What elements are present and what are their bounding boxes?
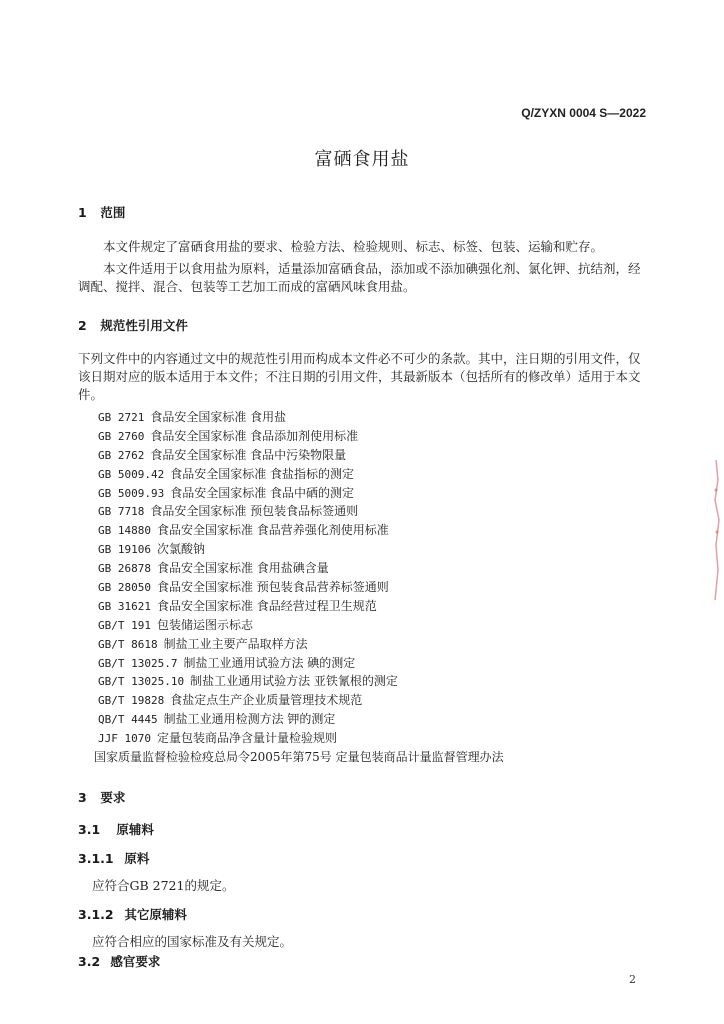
section-number: 3.1 (78, 822, 101, 837)
red-stamp-edge (706, 460, 720, 600)
reference-item: JJF 1070 定量包装商品净含量计量检验规则 (98, 731, 337, 746)
reference-item: GB 7718 食品安全国家标准 预包装食品标签通则 (98, 504, 359, 519)
section-number: 3.1.1 (78, 851, 114, 866)
scope-paragraph-2: 本文件适用于以食用盐为原料，适量添加富硒食品，添加或不添加碘强化剂、氯化钾、抗结剂，经调配、搅拌、混合、包装等工艺加工而成的富硒风味食用盐。 (78, 261, 641, 294)
reference-item: GB/T 13025.10 制盐工业通用试验方法 亚铁氰根的测定 (98, 674, 398, 689)
section-3-1-heading (78, 820, 154, 838)
section-title: 感官要求 (110, 954, 161, 969)
section-3-heading (78, 788, 125, 806)
section-3-1-2-heading (78, 905, 187, 923)
reference-item: GB 14880 食品安全国家标准 食品营养强化剂使用标准 (98, 523, 389, 538)
reference-item: GB/T 8618 制盐工业主要产品取样方法 (98, 636, 308, 651)
reference-item: GB 19106 次氯酸钠 (98, 542, 205, 557)
reference-item: GB/T 19828 食盐定点生产企业质量管理技术规范 (98, 693, 363, 708)
reference-item: GB 28050 食品安全国家标准 预包装食品营养标签通则 (98, 580, 389, 595)
reference-item: GB 26878 食品安全国家标准 食用盐碘含量 (98, 561, 329, 576)
section-3-1-1-heading (78, 849, 149, 867)
reference-item: GB/T 191 包装储运图示标志 (98, 617, 253, 632)
reference-item: 国家质量监督检验检疫总局令2005年第75号 定量包装商品计量监督管理办法 (94, 750, 504, 765)
section-number: 2 (78, 318, 87, 333)
reference-item: GB/T 13025.7 制盐工业通用试验方法 碘的测定 (98, 655, 356, 670)
section-number: 1 (78, 205, 87, 220)
reference-item: GB 5009.93 食品安全国家标准 食品中硒的测定 (98, 485, 355, 500)
section-number: 3.2 (78, 954, 101, 969)
reference-item: GB 2762 食品安全国家标准 食品中污染物限量 (98, 447, 347, 462)
references-intro: 下列文件中的内容通过文中的规范性引用而构成本文件必不可少的条款。其中，注日期的引用文件，仅该日期对应的版本适用于本文件；不注日期的引用文件，其最新版本（包括所有的修改单）适用于本文件。 (78, 351, 641, 402)
section-1-heading (78, 203, 125, 221)
section-title: 要求 (100, 790, 126, 805)
section-2-heading (78, 316, 188, 334)
section-number: 3.1.2 (78, 907, 114, 922)
section-number: 3 (78, 790, 87, 805)
raw-material-text: 应符合GB 2721的规定。 (92, 878, 235, 893)
reference-item: QB/T 4445 制盐工业通用检测方法 钾的测定 (98, 712, 336, 727)
section-title: 范围 (100, 205, 126, 220)
reference-item: GB 31621 食品安全国家标准 食品经营过程卫生规范 (98, 598, 377, 613)
standard-code: Q/ZYXN 0004 S—2022 (521, 106, 646, 120)
reference-item: GB 2721 食品安全国家标准 食用盐 (98, 410, 287, 424)
page-number: 2 (629, 973, 636, 986)
reference-item: GB 2760 食品安全国家标准 食品添加剂使用标准 (98, 428, 359, 443)
scope-paragraph-1: 本文件规定了富硒食用盐的要求、检验方法、检验规则、标志、标签、包装、运输和贮存。 (103, 239, 604, 254)
section-title: 原辅料 (116, 822, 154, 837)
section-title: 原料 (124, 851, 150, 866)
section-3-2-heading (78, 952, 160, 970)
other-materials-text: 应符合相应的国家标准及有关规定。 (92, 934, 293, 949)
document-title: 富硒食用盐 (314, 149, 410, 170)
reference-item: GB 5009.42 食品安全国家标准 食盐指标的测定 (98, 466, 355, 481)
section-title: 规范性引用文件 (100, 318, 188, 333)
section-title: 其它原辅料 (124, 907, 187, 922)
reference-list (94, 408, 658, 767)
